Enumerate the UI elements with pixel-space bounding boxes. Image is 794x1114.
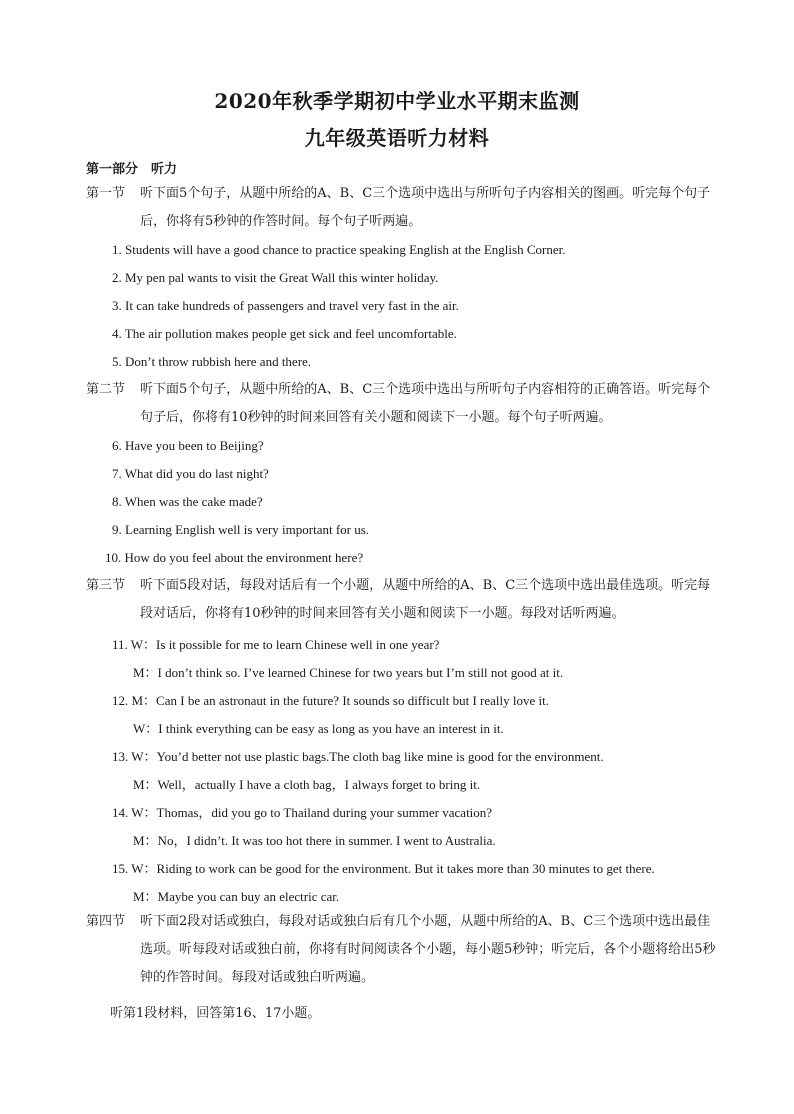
- dialogue-line: 11. W：Is it possible for me to learn Chinese well in one year?: [112, 637, 440, 652]
- section-3: [86, 572, 716, 628]
- dialogue-line: M：Maybe you can buy an electric car.: [133, 889, 340, 904]
- section-instruction: 听下面5个句子，从题中所给的A、B、C三个选项中选出与所听句子内容相关的图画。听完每个句子后，你将有5秒钟的作答时间。每个句子听两遍。: [140, 186, 711, 229]
- listening-item: 5. Don’t throw rubbish here and there.: [112, 354, 312, 369]
- section-instruction: 听下面5个句子，从题中所给的A、B、C三个选项中选出与所听句子内容相符的正确答语。听完每个句子后，你将有10秒钟的时间来回答有关小题和阅读下一小题。每个句子听两遍。: [140, 382, 711, 425]
- dialogue-line: 12. M：Can I be an astronaut in the future? It sounds so difficult but I really love it.: [112, 693, 549, 708]
- listening-item: 7. What did you do last night?: [112, 466, 269, 481]
- dialogue-line: M：I don’t think so. I’ve learned Chinese for two years but I’m still not good at it.: [133, 665, 564, 680]
- material-note: 听第1段材料，回答第16、17小题。: [110, 1006, 321, 1021]
- document-title: 2020年秋季学期初中学业水平期末监测: [214, 89, 580, 113]
- section-instruction: 听下面2段对话或独白，每段对话或独白后有几个小题，从题中所给的A、B、C三个选项中选出最佳选项。听每段对话或独白前，你将有时间阅读各个小题，每小题5秒钟；听完后，各个小题将给出5秒钟的作答时间。每段对话或独白听两遍。: [140, 914, 716, 985]
- listening-item: 3. It can take hundreds of passengers and travel very fast in the air.: [112, 298, 459, 313]
- section-label: 第三节: [86, 578, 126, 593]
- dialogue-line: M：Well，actually I have a cloth bag，I always forget to bring it.: [133, 777, 481, 792]
- listening-item: 8. When was the cake made?: [112, 494, 263, 509]
- section-2: [86, 376, 716, 432]
- part-heading: 第一部分 听力: [86, 162, 178, 177]
- listening-item: 10. How do you feel about the environment here?: [105, 550, 364, 565]
- section-4: [86, 908, 716, 992]
- section-label: 第二节: [86, 382, 126, 397]
- section-1: [86, 180, 716, 236]
- dialogue-line: 15. W：Riding to work can be good for the environment. But it takes more than 30 minutes to get there.: [112, 861, 655, 876]
- document-subtitle: 九年级英语听力材料: [304, 126, 490, 150]
- listening-item: 9. Learning English well is very important for us.: [112, 522, 370, 537]
- listening-item: 4. The air pollution makes people get sick and feel uncomfortable.: [112, 326, 457, 341]
- dialogue-line: M：No，I didn’t. It was too hot there in summer. I went to Australia.: [133, 833, 496, 848]
- dialogue-line: 13. W：You’d better not use plastic bags.The cloth bag like mine is good for the environment.: [112, 749, 604, 764]
- listening-item: 6. Have you been to Beijing?: [112, 438, 264, 453]
- section-instruction: 听下面5段对话，每段对话后有一个小题，从题中所给的A、B、C三个选项中选出最佳选项。听完每段对话后，你将有10秒钟的时间来回答有关小题和阅读下一小题。每段对话听两遍。: [140, 578, 711, 621]
- section-label: 第一节: [86, 186, 126, 201]
- dialogue-line: W：I think everything can be easy as long as you have an interest in it.: [133, 721, 504, 736]
- section-label: 第四节: [86, 914, 126, 929]
- listening-item: 2. My pen pal wants to visit the Great Wall this winter holiday.: [112, 270, 439, 285]
- dialogue-line: 14. W：Thomas，did you go to Thailand during your summer vacation?: [112, 805, 493, 820]
- listening-item: 1. Students will have a good chance to practice speaking English at the English Corner.: [112, 242, 566, 257]
